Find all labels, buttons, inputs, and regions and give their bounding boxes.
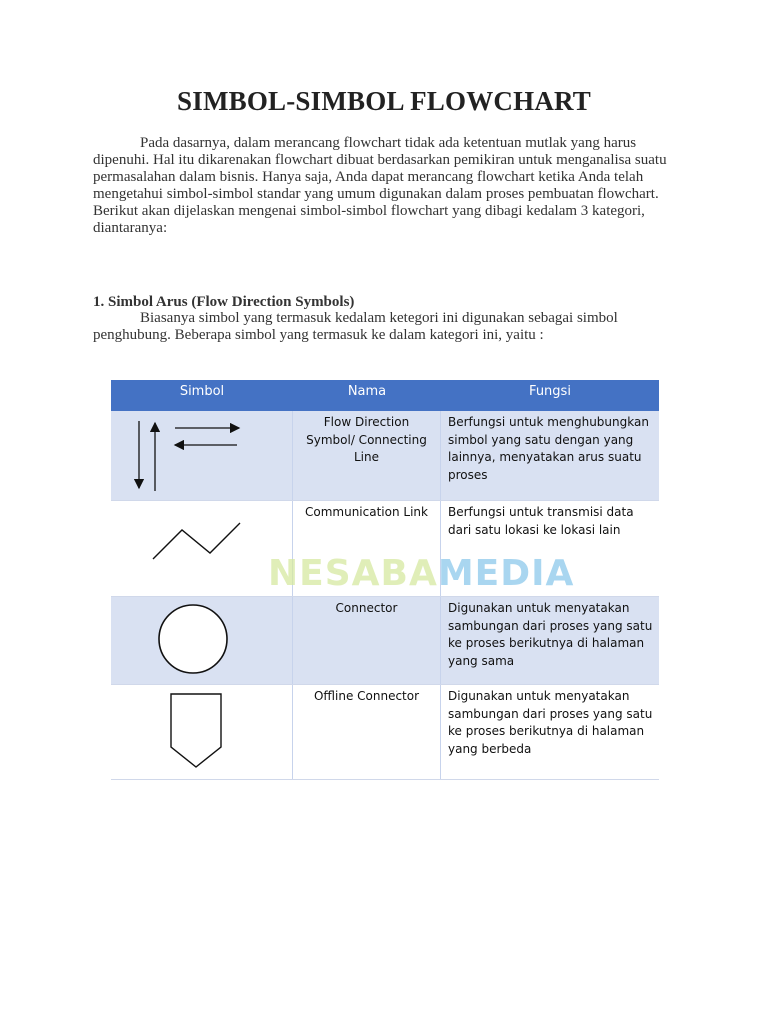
name-cell: Offline Connector — [293, 685, 441, 779]
table-header — [111, 380, 659, 411]
header-nama: Nama — [347, 384, 387, 399]
symbol-cell — [111, 411, 293, 500]
section-description — [93, 310, 678, 344]
section-heading: 1. Simbol Arus (Flow Direction Symbols) — [93, 294, 355, 310]
table-row — [111, 597, 659, 685]
name-cell: Communication Link — [293, 501, 441, 596]
function-cell: Berfungsi untuk transmisi data dari satu lokasi ke lokasi lain — [448, 505, 634, 537]
connector-circle-icon — [111, 597, 293, 684]
watermark-part-1: NESABA — [268, 553, 438, 594]
header-fungsi: Fungsi — [529, 384, 571, 399]
function-cell: Digunakan untuk menyatakan sambungan dari proses yang satu ke proses berikutnya di halaman yang sama — [448, 601, 653, 668]
name-cell: Connector — [293, 597, 441, 684]
function-cell: Berfungsi untuk menghubungkan simbol yang satu dengan yang lainnya, menyatakan arus suatu proses — [448, 415, 649, 482]
intro-text: Pada dasarnya, dalam merancang flowchart tidak ada ketentuan mutlak yang harus dipenuhi. Hal itu dikarenakan flowchart dibuat berdasarkan pemikiran untuk menganalisa suatu permasalahan dalam bisnis. Hanya saja, Anda dapat merancang flowchart ketika Anda telah mengetahui simbol-simbol standar yang umum digunakan dalam proses pembuatan flowchart. Berikut akan dijelaskan mengenai simbol-simbol flowchart yang dibagi kedalam 3 kategori, diantaranya: — [93, 135, 667, 236]
name-cell: Flow Direction Symbol/ Connecting Line — [293, 411, 441, 500]
symbol-cell — [111, 501, 293, 596]
symbol-cell — [111, 685, 293, 779]
watermark — [268, 553, 574, 594]
section-description-text: Biasanya simbol yang termasuk kedalam ketegori ini digunakan sebagai simbol penghubung. Beberapa simbol yang termasuk ke dalam kategori ini, yaitu : — [93, 310, 618, 343]
offline-connector-pentagon-icon — [111, 685, 293, 779]
function-cell: Digunakan untuk menyatakan sambungan dari proses yang satu ke proses berikutnya di halaman yang berbeda — [448, 689, 653, 756]
page-title: SIMBOL-SIMBOL FLOWCHART — [177, 86, 591, 116]
flow-direction-arrows-icon — [111, 411, 293, 500]
communication-link-icon — [111, 501, 293, 596]
table-row — [111, 411, 659, 501]
symbol-cell — [111, 597, 293, 684]
table-row — [111, 685, 659, 780]
watermark-part-2: MEDIA — [437, 553, 575, 594]
header-simbol: Simbol — [179, 384, 225, 399]
intro-paragraph — [93, 135, 678, 237]
